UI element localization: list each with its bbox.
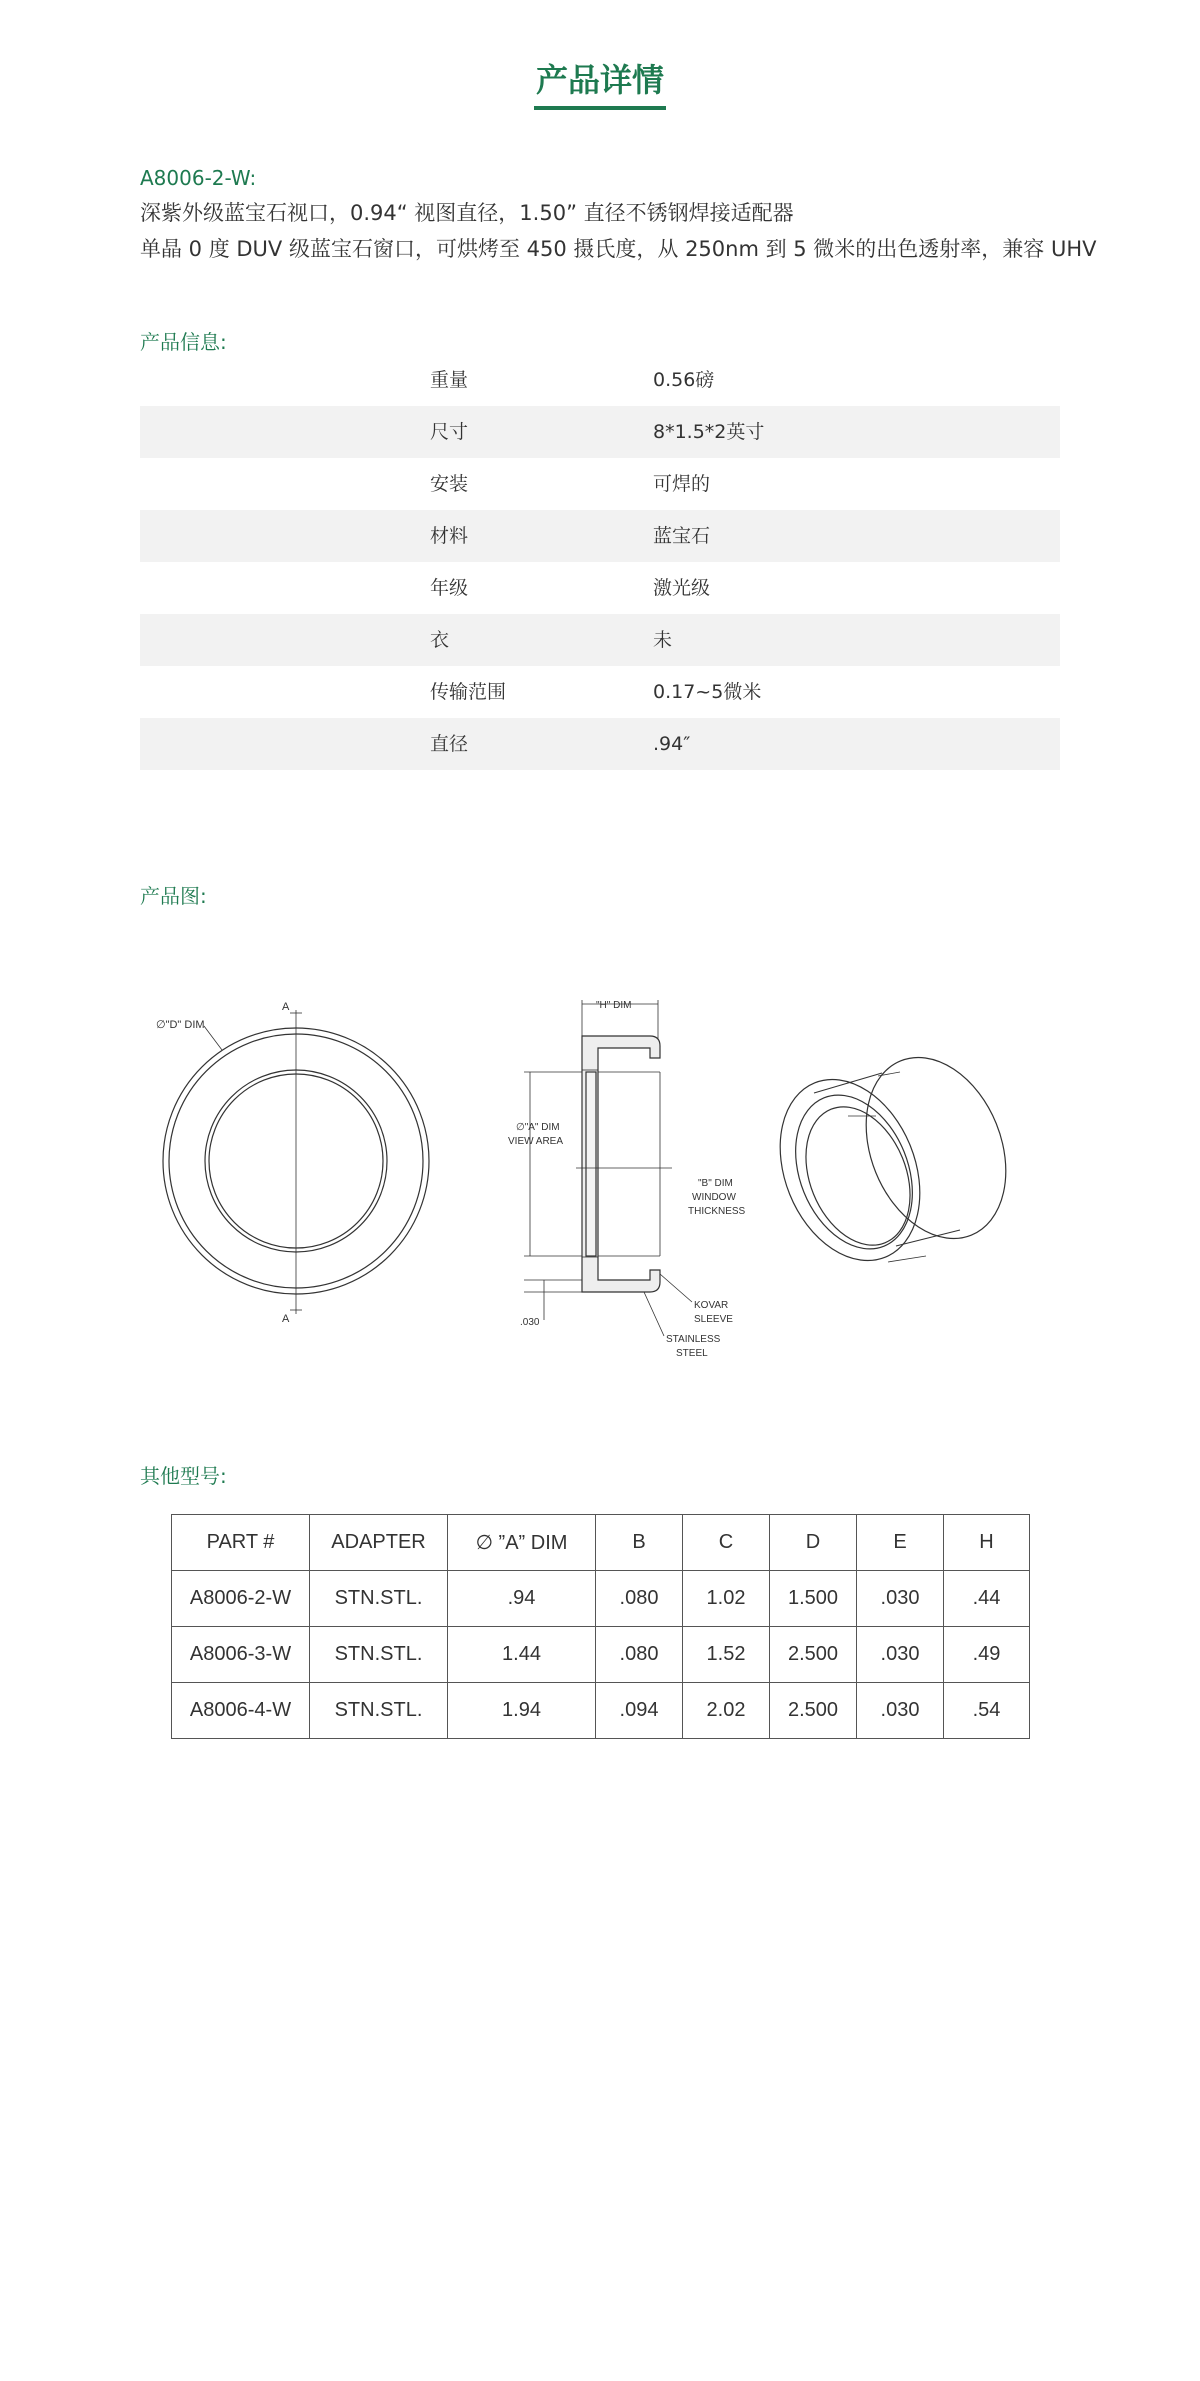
table-cell: .54 — [944, 1683, 1030, 1739]
info-heading: 产品信息: — [140, 330, 227, 354]
header-cell: D — [770, 1515, 857, 1571]
info-key: 尺寸 — [430, 421, 469, 443]
info-key: 年级 — [430, 577, 469, 599]
d-dim-label: ∅"D" DIM — [156, 1019, 205, 1031]
table-cell: 1.02 — [683, 1571, 770, 1627]
info-value: 0.17~5微米 — [653, 681, 762, 703]
table-cell: STN.STL. — [310, 1683, 448, 1739]
info-row — [140, 458, 1060, 510]
header-cell: B — [596, 1515, 683, 1571]
info-row — [140, 666, 1060, 718]
table-cell: STN.STL. — [310, 1571, 448, 1627]
info-value: 蓝宝石 — [653, 525, 711, 547]
table-cell: 2.02 — [683, 1683, 770, 1739]
info-value: 激光级 — [653, 577, 711, 599]
table-cell: .94 — [448, 1571, 596, 1627]
info-value: .94″ — [653, 733, 691, 755]
info-row — [140, 510, 1060, 562]
product-info-table — [140, 354, 1060, 770]
table-header-row — [172, 1515, 1030, 1571]
info-value: 8*1.5*2英寸 — [653, 421, 765, 443]
table-cell: 1.500 — [770, 1571, 857, 1627]
section-view — [508, 1000, 746, 1359]
h-dim-label: "H" DIM — [596, 1000, 632, 1011]
header-cell: E — [857, 1515, 944, 1571]
view-area-label: VIEW AREA — [508, 1136, 564, 1147]
table-cell: 1.52 — [683, 1627, 770, 1683]
technical-drawing — [140, 980, 1060, 1370]
steel-label: STEEL — [676, 1348, 708, 1359]
header-cell: H — [944, 1515, 1030, 1571]
figure-heading: 产品图: — [140, 884, 207, 908]
page-title: 产品详情 — [535, 61, 664, 99]
table-row — [172, 1627, 1030, 1683]
front-view — [156, 1001, 429, 1325]
product-drawing — [140, 980, 1060, 1370]
header-cell: C — [683, 1515, 770, 1571]
isometric-view — [755, 1036, 1032, 1281]
model-label: A8006-2-W: — [140, 166, 257, 190]
models-heading: 其他型号: — [140, 1464, 227, 1488]
info-value: 可焊的 — [653, 473, 711, 495]
window-label: WINDOW — [692, 1192, 736, 1203]
table-cell: 1.44 — [448, 1627, 596, 1683]
table-row — [172, 1571, 1030, 1627]
table-cell: 1.94 — [448, 1683, 596, 1739]
title-underline — [534, 106, 666, 110]
models-table — [171, 1514, 1030, 1739]
kovar-label: KOVAR — [694, 1300, 729, 1311]
info-key: 安装 — [430, 473, 469, 495]
description-line-1: 深紫外级蓝宝石视口，0.94“ 视图直径，1.50” 直径不锈钢焊接适配器 — [140, 201, 794, 225]
table-cell: .030 — [857, 1683, 944, 1739]
thickness-label: THICKNESS — [688, 1206, 746, 1217]
info-key: 重量 — [430, 369, 469, 391]
e-dim-label: .030 — [520, 1317, 540, 1328]
table-cell: .030 — [857, 1571, 944, 1627]
info-row — [140, 614, 1060, 666]
sleeve-label: SLEEVE — [694, 1314, 733, 1325]
info-key: 材料 — [430, 525, 469, 547]
info-key: 传输范围 — [430, 681, 507, 703]
info-row — [140, 406, 1060, 458]
section-label-bottom: A — [282, 1313, 290, 1325]
info-key: 衣 — [430, 629, 450, 651]
table-cell: 2.500 — [770, 1627, 857, 1683]
table-cell: .080 — [596, 1627, 683, 1683]
description-line-2: 单晶 0 度 DUV 级蓝宝石窗口，可烘烤至 450 摄氏度，从 250nm 到 5 微米的出色透射率，兼容 UHV — [140, 237, 1097, 261]
section-label-top: A — [282, 1001, 290, 1013]
table-cell: 2.500 — [770, 1683, 857, 1739]
info-key: 直径 — [430, 733, 469, 755]
stainless-label: STAINLESS — [666, 1334, 721, 1345]
table-cell: STN.STL. — [310, 1627, 448, 1683]
table-cell: .080 — [596, 1571, 683, 1627]
info-row — [140, 354, 1060, 406]
table-cell: A8006-2-W — [172, 1571, 310, 1627]
table-cell: .44 — [944, 1571, 1030, 1627]
info-row — [140, 562, 1060, 614]
a-dim-label: ∅"A" DIM — [516, 1122, 560, 1133]
info-value: 0.56磅 — [653, 369, 715, 391]
b-dim-label: "B" DIM — [698, 1178, 733, 1189]
header-cell: ADAPTER — [310, 1515, 448, 1571]
table-cell: .49 — [944, 1627, 1030, 1683]
header-cell: ∅ ”A” DIM — [448, 1515, 596, 1571]
table-row — [172, 1683, 1030, 1739]
header-cell: PART # — [172, 1515, 310, 1571]
table-cell: .030 — [857, 1627, 944, 1683]
table-cell: A8006-4-W — [172, 1683, 310, 1739]
info-row — [140, 718, 1060, 770]
table-cell: A8006-3-W — [172, 1627, 310, 1683]
info-value: 未 — [653, 629, 673, 651]
table-cell: .094 — [596, 1683, 683, 1739]
